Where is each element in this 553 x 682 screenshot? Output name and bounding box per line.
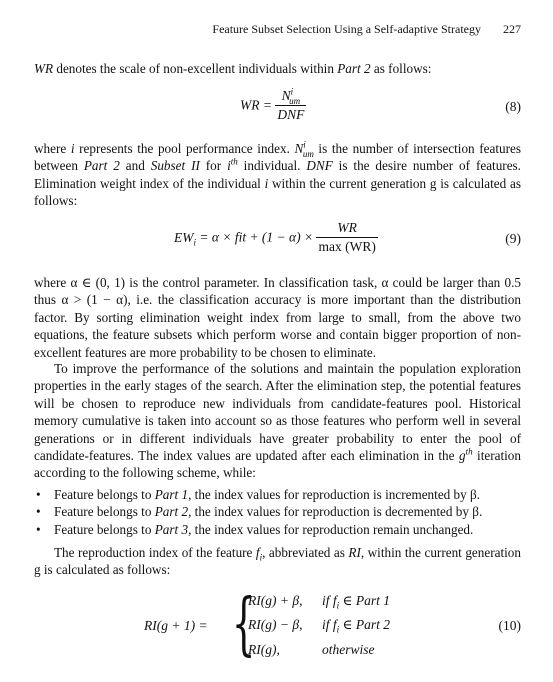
text-span: , the index values for reproduction is decremented by β.	[188, 504, 483, 520]
term-part: Part 2	[154, 504, 189, 520]
cond-base: if f	[322, 617, 337, 632]
eq9-number: (9)	[505, 231, 521, 246]
eq8-num-sub: um	[289, 95, 301, 106]
term-subset-ii: Subset II	[150, 158, 200, 174]
text-span: Feature belongs to	[54, 504, 155, 520]
text-span: represents the pool performance index.	[74, 141, 295, 156]
equation-8	[34, 88, 521, 128]
eq8-denominator: DNF	[277, 107, 305, 122]
bullet-icon: •	[36, 487, 41, 502]
term-g: g	[458, 448, 466, 464]
eq10-case-1-cond	[322, 593, 390, 609]
text-span: Feature belongs to	[54, 487, 155, 502]
eq9-lhs	[174, 229, 197, 248]
bullet-list	[34, 486, 521, 538]
text-span: and	[119, 158, 151, 174]
eq10-case-1-expr: RI(g) + β,	[248, 593, 303, 608]
term-n-sub: um	[302, 148, 314, 159]
term-n-um	[294, 139, 314, 159]
eq8-num-base: N	[281, 88, 291, 103]
eq10-lhs: RI(g + 1) =	[144, 618, 208, 633]
text-span: is the desire number of features. Elimination weight index of the individual	[34, 158, 521, 191]
text-span: where	[34, 141, 71, 156]
term-i: i	[227, 158, 231, 174]
text-span: denotes the scale of non-excellent individuals within	[53, 61, 338, 76]
page-number: 227	[503, 22, 521, 36]
term-part2: Part 2	[337, 61, 371, 76]
list-item	[34, 503, 521, 520]
text-span: To improve the performance of the solutions and maintain the population exploration properties in the early stages of the search. After the elimination step, the potential features will be chosen to reproduce new individuals from candidate-features pool. Historical memory cumulative is taken into account so as those features who perform well in several generations or in different individuals have greater probability to enter the pool of candidate-features. The index values are updated after each elimination in the	[34, 361, 521, 464]
bullet-icon: •	[36, 504, 41, 520]
term-n-sup: i	[303, 139, 306, 150]
term-i: i	[264, 175, 269, 191]
term-wr: WR	[34, 61, 54, 76]
paragraph-reproduction	[34, 360, 521, 482]
term-th-sup: th	[465, 446, 473, 457]
eq9-lhs-base: EW	[174, 229, 194, 245]
paragraph-control-parameter	[34, 274, 521, 361]
eq8-numerator	[275, 88, 306, 105]
running-header	[34, 22, 521, 38]
eq9-lhs-sub: i	[193, 237, 197, 248]
term-part2: Part 2	[83, 158, 120, 174]
text-span: , within the current generation g is calculated as follows:	[34, 545, 521, 578]
text-span: is the number of intersection features between	[34, 141, 521, 174]
term-f-sub: i	[259, 552, 263, 563]
eq10-case-3-expr: RI(g),	[248, 642, 280, 657]
term-n-base: N	[294, 141, 304, 156]
eq8-num-sup: i	[290, 86, 294, 97]
eq9-fraction	[316, 220, 377, 255]
eq10-case-2-expr: RI(g) − β,	[248, 617, 303, 632]
term-part: Part 3	[154, 521, 189, 537]
eq8-number: (8)	[505, 99, 521, 114]
eq10-number: (10)	[498, 618, 521, 633]
eq9-numerator: WR	[337, 220, 357, 235]
paragraph-wr-intro	[34, 60, 521, 77]
text-span: , the index values for reproduction remain unchanged.	[188, 521, 474, 537]
equation-10	[34, 585, 521, 666]
term-th-sup: th	[230, 157, 238, 168]
term-f-base: f	[255, 545, 260, 560]
eq8-fraction	[275, 88, 306, 123]
equation-9	[34, 220, 521, 260]
text-span: The reproduction index of the feature	[54, 545, 256, 560]
text-span: iteration according to the following scheme, while:	[34, 448, 521, 481]
text-span: within the current generation g is calculated as follows:	[34, 175, 521, 209]
cond-rest: ∈ Part 2	[339, 617, 391, 632]
text-span: as follows:	[370, 61, 432, 76]
eq10-brace: {	[231, 585, 256, 664]
list-item	[34, 486, 521, 503]
eq9-denominator: max (WR)	[318, 239, 376, 254]
text-span: Feature belongs to	[54, 521, 155, 537]
list-item	[34, 521, 521, 538]
cond-sub: i	[336, 624, 340, 635]
paragraph-reproduction-index	[34, 544, 521, 579]
text-span: , the index values for reproduction is incremented by β.	[188, 487, 481, 502]
eq10-case-3-cond: otherwise	[322, 642, 375, 657]
term-ri: RI	[348, 545, 361, 560]
cond-rest: ∈ Part 1	[339, 593, 391, 608]
text-span: individual.	[237, 158, 307, 174]
text-span: , abbreviated as	[262, 545, 349, 560]
cond-sub: i	[336, 600, 340, 611]
eq10-case-2-cond	[322, 617, 390, 633]
paragraph-text: where α ∈ (0, 1) is the control parameter. In classification task, α could be larger than 0.5 thus α > (1 − α), i.e. the classification accuracy is more important than the distribution factor. By sorting elimination weight index from large to small, from the above two equations, the feature subsets which perform worse and contain bigger proportion of non-excellent features are more probability to be chosen to eliminate.	[34, 275, 521, 360]
running-title: Feature Subset Selection Using a Self-adaptive Strategy	[212, 22, 481, 36]
paragraph-wr-definitions	[34, 140, 521, 210]
eq8-lhs: WR =	[240, 97, 272, 113]
bullet-icon: •	[36, 521, 41, 537]
term-dnf: DNF	[306, 158, 333, 174]
term-i: i	[70, 141, 75, 156]
eq9-expression: = α × fit + (1 − α) ×	[196, 229, 317, 245]
cond-base: if f	[322, 593, 337, 608]
term-part: Part 1	[154, 487, 189, 502]
text-span: for	[199, 158, 228, 174]
